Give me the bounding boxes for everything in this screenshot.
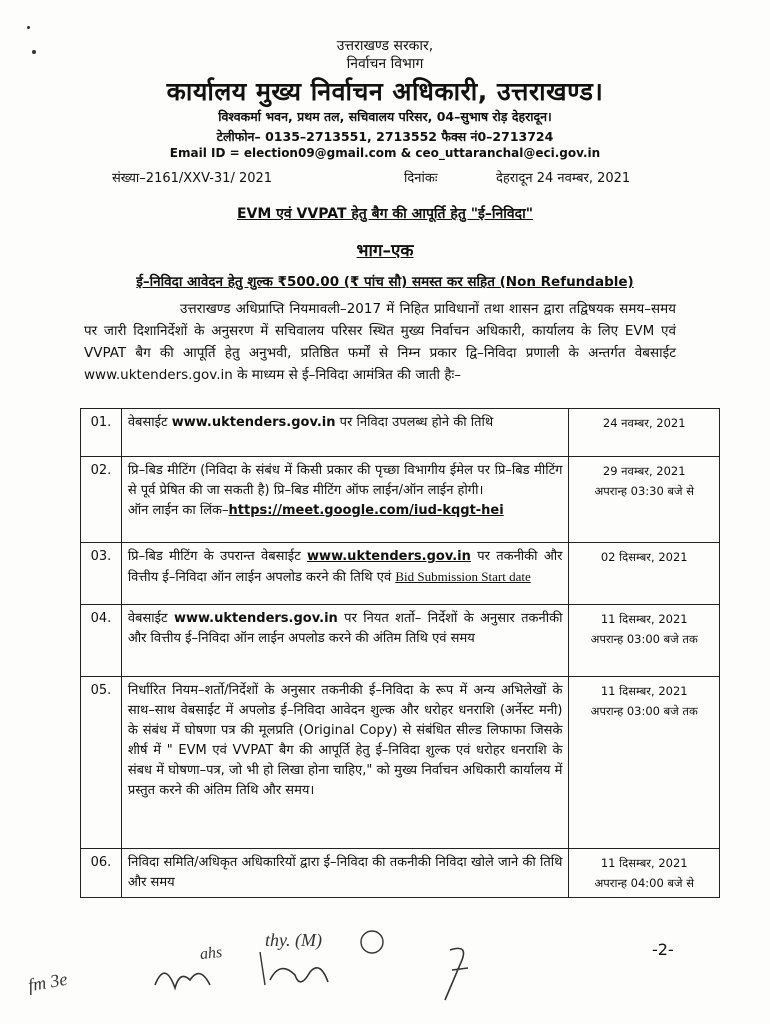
row-description: निर्धारित नियम–शर्तो/निर्देशों के अनुसार तकनीकी ई–निविदा के रूप में अन्य अभिलेखों के साथ–साथ वेबसाईट में अपलोड ई–निविदा आवेदन शुल्क और धरोहर धनराशि (अर्नेस्ट मनी) के संबंध में घोषणा पत्र की मूलप्रति (Original Copy) से संबंधित सील्ड लिफाफा जिसके शीर्ष में " EVM एवं VVPAT बैग की आपूर्ति हेतु ई–निविदा शुल्क एवं धरोहर धनराशि के संबध में घोषणा–पत्र, जो भी हो लिखा होना चाहिए," को मुख्य निर्वाचन अधिकारी कार्यालय में प्रस्तुत करने की अंतिम तिथि और समय। bbox=[121, 677, 569, 849]
signature-circle bbox=[361, 931, 383, 953]
handwritten-note: fm 3e bbox=[26, 968, 69, 996]
website-link[interactable]: www.uktenders.gov.in bbox=[171, 415, 336, 430]
table-row bbox=[81, 605, 720, 677]
row-number: 04. bbox=[81, 605, 122, 677]
page-number: -2- bbox=[652, 940, 674, 959]
desc-text: वेबसाईट bbox=[127, 415, 172, 430]
row-description bbox=[121, 457, 569, 543]
signature-stroke bbox=[155, 973, 210, 988]
date-text: 24 नवम्बर, 2021 bbox=[602, 416, 686, 430]
time-text: अपरान्ह 03:00 बजे तक bbox=[590, 704, 698, 718]
handwritten-note: thy. (M) bbox=[265, 930, 322, 950]
email-ids: Email ID = election09@gmail.com & ceo_uttaranchal@eci.gov.in bbox=[169, 146, 601, 160]
part-heading: भाग–एक bbox=[356, 241, 414, 261]
date-text: 02 दिसम्बर, 2021 bbox=[600, 550, 688, 564]
letter-date: देहरादून 24 नवम्बर, 2021 bbox=[496, 171, 631, 186]
meeting-link[interactable]: https://meet.google.com/iud-kqgt-hei bbox=[228, 503, 504, 518]
row-date bbox=[569, 677, 720, 849]
desc-text: प्रि–बिड मीटिंग के उपरान्त वेबसाईट bbox=[127, 549, 308, 564]
row-number: 05. bbox=[81, 677, 122, 849]
handwritten-signatures bbox=[150, 930, 530, 1020]
website-link[interactable]: www.uktenders.gov.in bbox=[173, 611, 338, 626]
fee-line: ई–निविदा आवेदन हेतु शुल्क ₹500.00 (₹ पांच सौ) समस्त कर सहित (Non Refundable) bbox=[136, 274, 634, 290]
time-text: अपरान्ह 04:00 बजे से bbox=[594, 876, 694, 890]
scan-speck bbox=[27, 26, 30, 29]
intro-paragraph: उत्तराखण्ड अधिप्राप्ति नियमावली–2017 में निहित प्राविधानों तथा शासन द्वारा तद्विषयक समय–समय पर जारी दिशानिर्देशों के अनुसरण में सचिवालय परिसर स्थित मुख्य निर्वाचन अधिकारी, कार्यालय के लिए EVM एवं VVPAT बैग की आपूर्ति हेतु अनुभवी, प्रतिष्ठित फर्मों से निम्न प्रकार द्वि–निविदा प्रणाली के अन्तर्गत वेबसाईट www.uktenders.gov.in के माध्यम से ई–निविदा आमंत्रित की जाती हैः– bbox=[84, 301, 676, 383]
date-text: 11 दिसम्बर, 2021 bbox=[600, 684, 688, 698]
date-text: 29 नवम्बर, 2021 bbox=[602, 464, 686, 478]
table-row bbox=[81, 409, 720, 457]
govt-name: उत्तराखण्ड सरकार, bbox=[336, 38, 434, 54]
table-row bbox=[81, 543, 720, 605]
signature-stroke bbox=[260, 952, 265, 985]
row-description bbox=[121, 543, 569, 605]
website-link[interactable]: www.uktenders.gov.in bbox=[307, 549, 471, 564]
row-number: 01. bbox=[81, 409, 122, 457]
date-text: 11 दिसम्बर, 2021 bbox=[600, 612, 688, 626]
desc-text: पर तकनीकी और वित्तीय ई–निविदा ऑन लाईन अपलोड करने की तिथि एवं bbox=[127, 549, 563, 585]
desc-text: पर नियत शर्तो– निर्देशों के अनुसार तकनीकी और वित्तीय ई–निविदा ऑन लाईन अपलोड करने की अंतिम तिथि एवं समय bbox=[127, 611, 563, 646]
office-title: कार्यालय मुख्य निर्वाचन अधिकारी, उत्तराखण्ड। bbox=[166, 77, 604, 106]
desc-text: पर निविदा उपलब्ध होने की तिथि bbox=[335, 415, 494, 430]
table-row bbox=[81, 849, 720, 898]
row-date bbox=[569, 457, 720, 543]
row-description: निविदा समिति/अधिकृत अधिकारियों द्वारा ई–निविदा की तकनीकी निविदा खोले जाने की तिथि और समय bbox=[121, 849, 569, 898]
signature-stroke bbox=[445, 948, 468, 1000]
table-row bbox=[81, 677, 720, 849]
signature-stroke bbox=[270, 968, 328, 982]
phone-fax: टेलीफोन– 0135–2713551, 2713552 फैक्स नं0–2713724 bbox=[216, 129, 554, 144]
time-text: अपरान्ह 03:30 बजे से bbox=[594, 484, 694, 498]
office-address: विश्वकर्मा भवन, प्रथम तल, सचिवालय परिसर, 04–सुभाष रोड़ देहरादून। bbox=[218, 109, 552, 124]
row-date bbox=[569, 409, 720, 457]
time-text: अपरान्ह 03:00 बजे तक bbox=[590, 632, 698, 646]
row-description bbox=[121, 605, 569, 677]
bid-start-label: Bid Submission Start date bbox=[395, 569, 531, 584]
row-number: 06. bbox=[81, 849, 122, 898]
letter-number: संख्या–2161/XXV-31/ 2021 bbox=[112, 171, 273, 186]
row-description bbox=[121, 409, 569, 457]
department-name: निर्वाचन विभाग bbox=[346, 56, 424, 72]
date-label: दिनांकः bbox=[404, 171, 438, 186]
row-number: 03. bbox=[81, 543, 122, 605]
schedule-table bbox=[80, 408, 720, 898]
desc-text: ऑन लाईन का लिंक– bbox=[127, 503, 229, 518]
desc-text: वेबसाईट bbox=[127, 611, 174, 626]
table-row bbox=[81, 457, 720, 543]
handwritten-note: ahs bbox=[199, 943, 224, 964]
row-number: 02. bbox=[81, 457, 122, 543]
reference-line bbox=[112, 168, 672, 188]
subject: EVM एवं VVPAT हेतु बैग की आपूर्ति हेतु "ई–निविदा" bbox=[236, 206, 534, 222]
date-text: 11 दिसम्बर, 2021 bbox=[600, 856, 688, 870]
desc-text: प्रि–बिड मीटिंग (निविदा के संबंध में किसी प्रकार की पृच्छा विभागीय ईमेल पर प्रि–बिड मीटिंग से पूर्व प्रेषित की जा सकती है) प्रि–बिड मीटिंग ऑफ लाईन/ऑन लाईन होगी। bbox=[127, 463, 563, 498]
row-date bbox=[569, 849, 720, 898]
row-date bbox=[569, 543, 720, 605]
row-date bbox=[569, 605, 720, 677]
